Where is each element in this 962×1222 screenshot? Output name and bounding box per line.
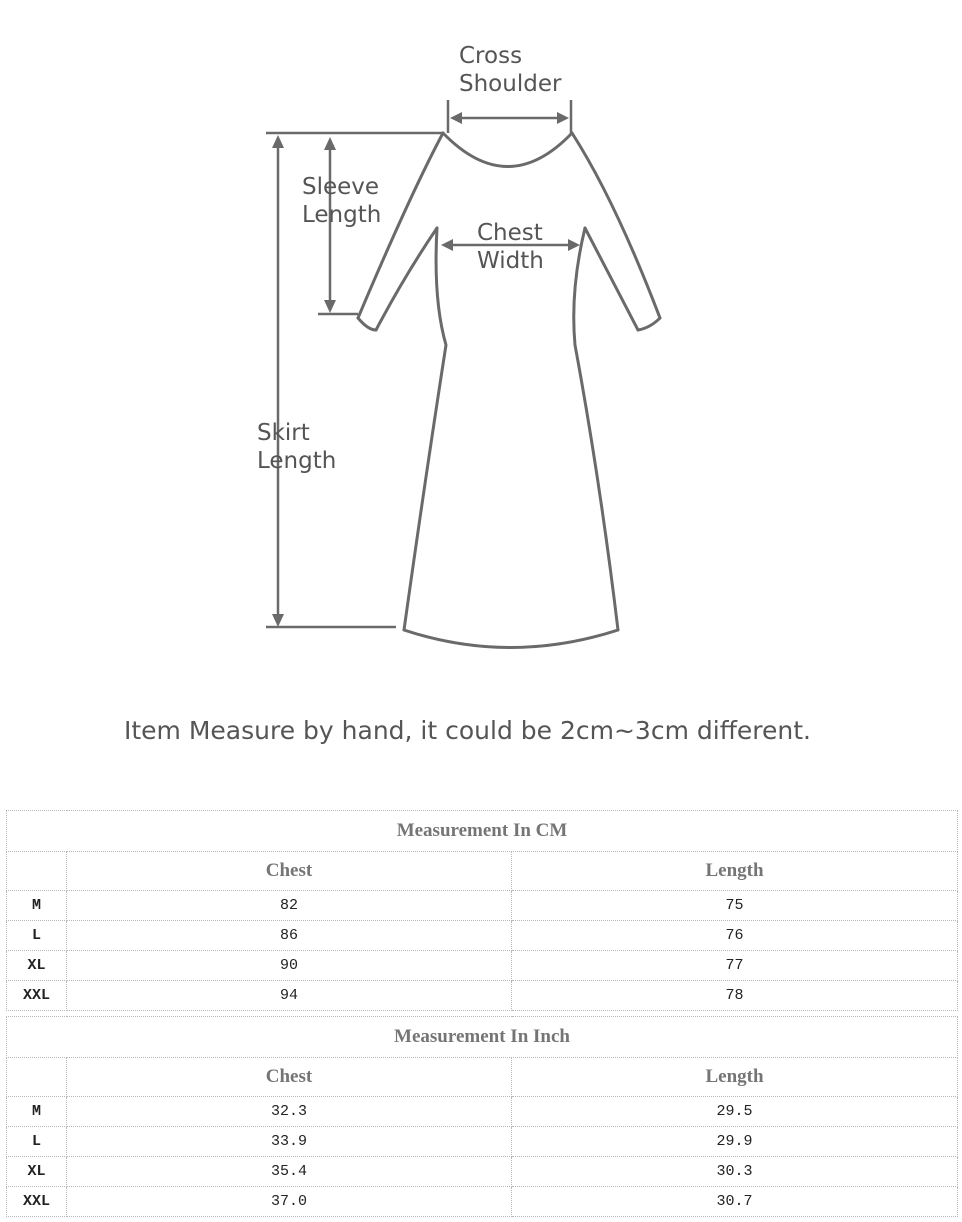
skirt-length-label: Skirt	[257, 420, 310, 446]
size-cell: XXL	[7, 981, 67, 1011]
table-row	[7, 1157, 958, 1187]
table-row	[7, 1097, 958, 1127]
column-header-chest: Chest	[67, 1058, 512, 1097]
table-row	[7, 921, 958, 951]
column-header	[7, 852, 67, 891]
chest-cell: 86	[67, 921, 512, 951]
table-title: Measurement In Inch	[7, 1017, 958, 1058]
length-cell: 75	[512, 891, 958, 921]
table-title: Measurement In CM	[7, 811, 958, 852]
chest-cell: 94	[67, 981, 512, 1011]
dress-outline	[358, 133, 660, 648]
column-header-length: Length	[512, 1058, 958, 1097]
column-header-length: Length	[512, 852, 958, 891]
column-header	[7, 1058, 67, 1097]
table-row	[7, 981, 958, 1011]
chest-width-label: Width	[477, 248, 544, 274]
length-cell: 77	[512, 951, 958, 981]
measurement-note: Item Measure by hand, it could be 2cm~3cm different.	[124, 716, 811, 745]
size-cell: XL	[7, 1157, 67, 1187]
length-cell: 76	[512, 921, 958, 951]
size-cell: M	[7, 891, 67, 921]
table-row	[7, 1127, 958, 1157]
length-cell: 30.7	[512, 1187, 958, 1217]
table-row	[7, 1187, 958, 1217]
chest-width-label: Chest	[477, 220, 543, 246]
size-cell: XL	[7, 951, 67, 981]
chest-cell: 37.0	[67, 1187, 512, 1217]
size-cell: L	[7, 1127, 67, 1157]
chest-cell: 33.9	[67, 1127, 512, 1157]
sleeve-length-label: Sleeve	[302, 174, 380, 200]
table-title-row	[7, 811, 958, 852]
length-cell: 30.3	[512, 1157, 958, 1187]
measurement-table-inch	[6, 1016, 958, 1217]
cross-shoulder-label: Cross	[459, 43, 523, 69]
chest-cell: 82	[67, 891, 512, 921]
size-cell: XXL	[7, 1187, 67, 1217]
measurement-table-cm	[6, 810, 958, 1011]
table-row	[7, 891, 958, 921]
chest-cell: 90	[67, 951, 512, 981]
table-header-row	[7, 852, 958, 891]
column-header-chest: Chest	[67, 852, 512, 891]
chest-cell: 35.4	[67, 1157, 512, 1187]
table-header-row	[7, 1058, 958, 1097]
size-cell: L	[7, 921, 67, 951]
cross-shoulder-label: Shoulder	[459, 71, 562, 97]
table-row	[7, 951, 958, 981]
table-title-row	[7, 1017, 958, 1058]
length-cell: 29.5	[512, 1097, 958, 1127]
sleeve-length-label: Length	[302, 202, 382, 228]
size-cell: M	[7, 1097, 67, 1127]
chest-cell: 32.3	[67, 1097, 512, 1127]
length-cell: 29.9	[512, 1127, 958, 1157]
length-cell: 78	[512, 981, 958, 1011]
skirt-length-label: Length	[257, 448, 337, 474]
